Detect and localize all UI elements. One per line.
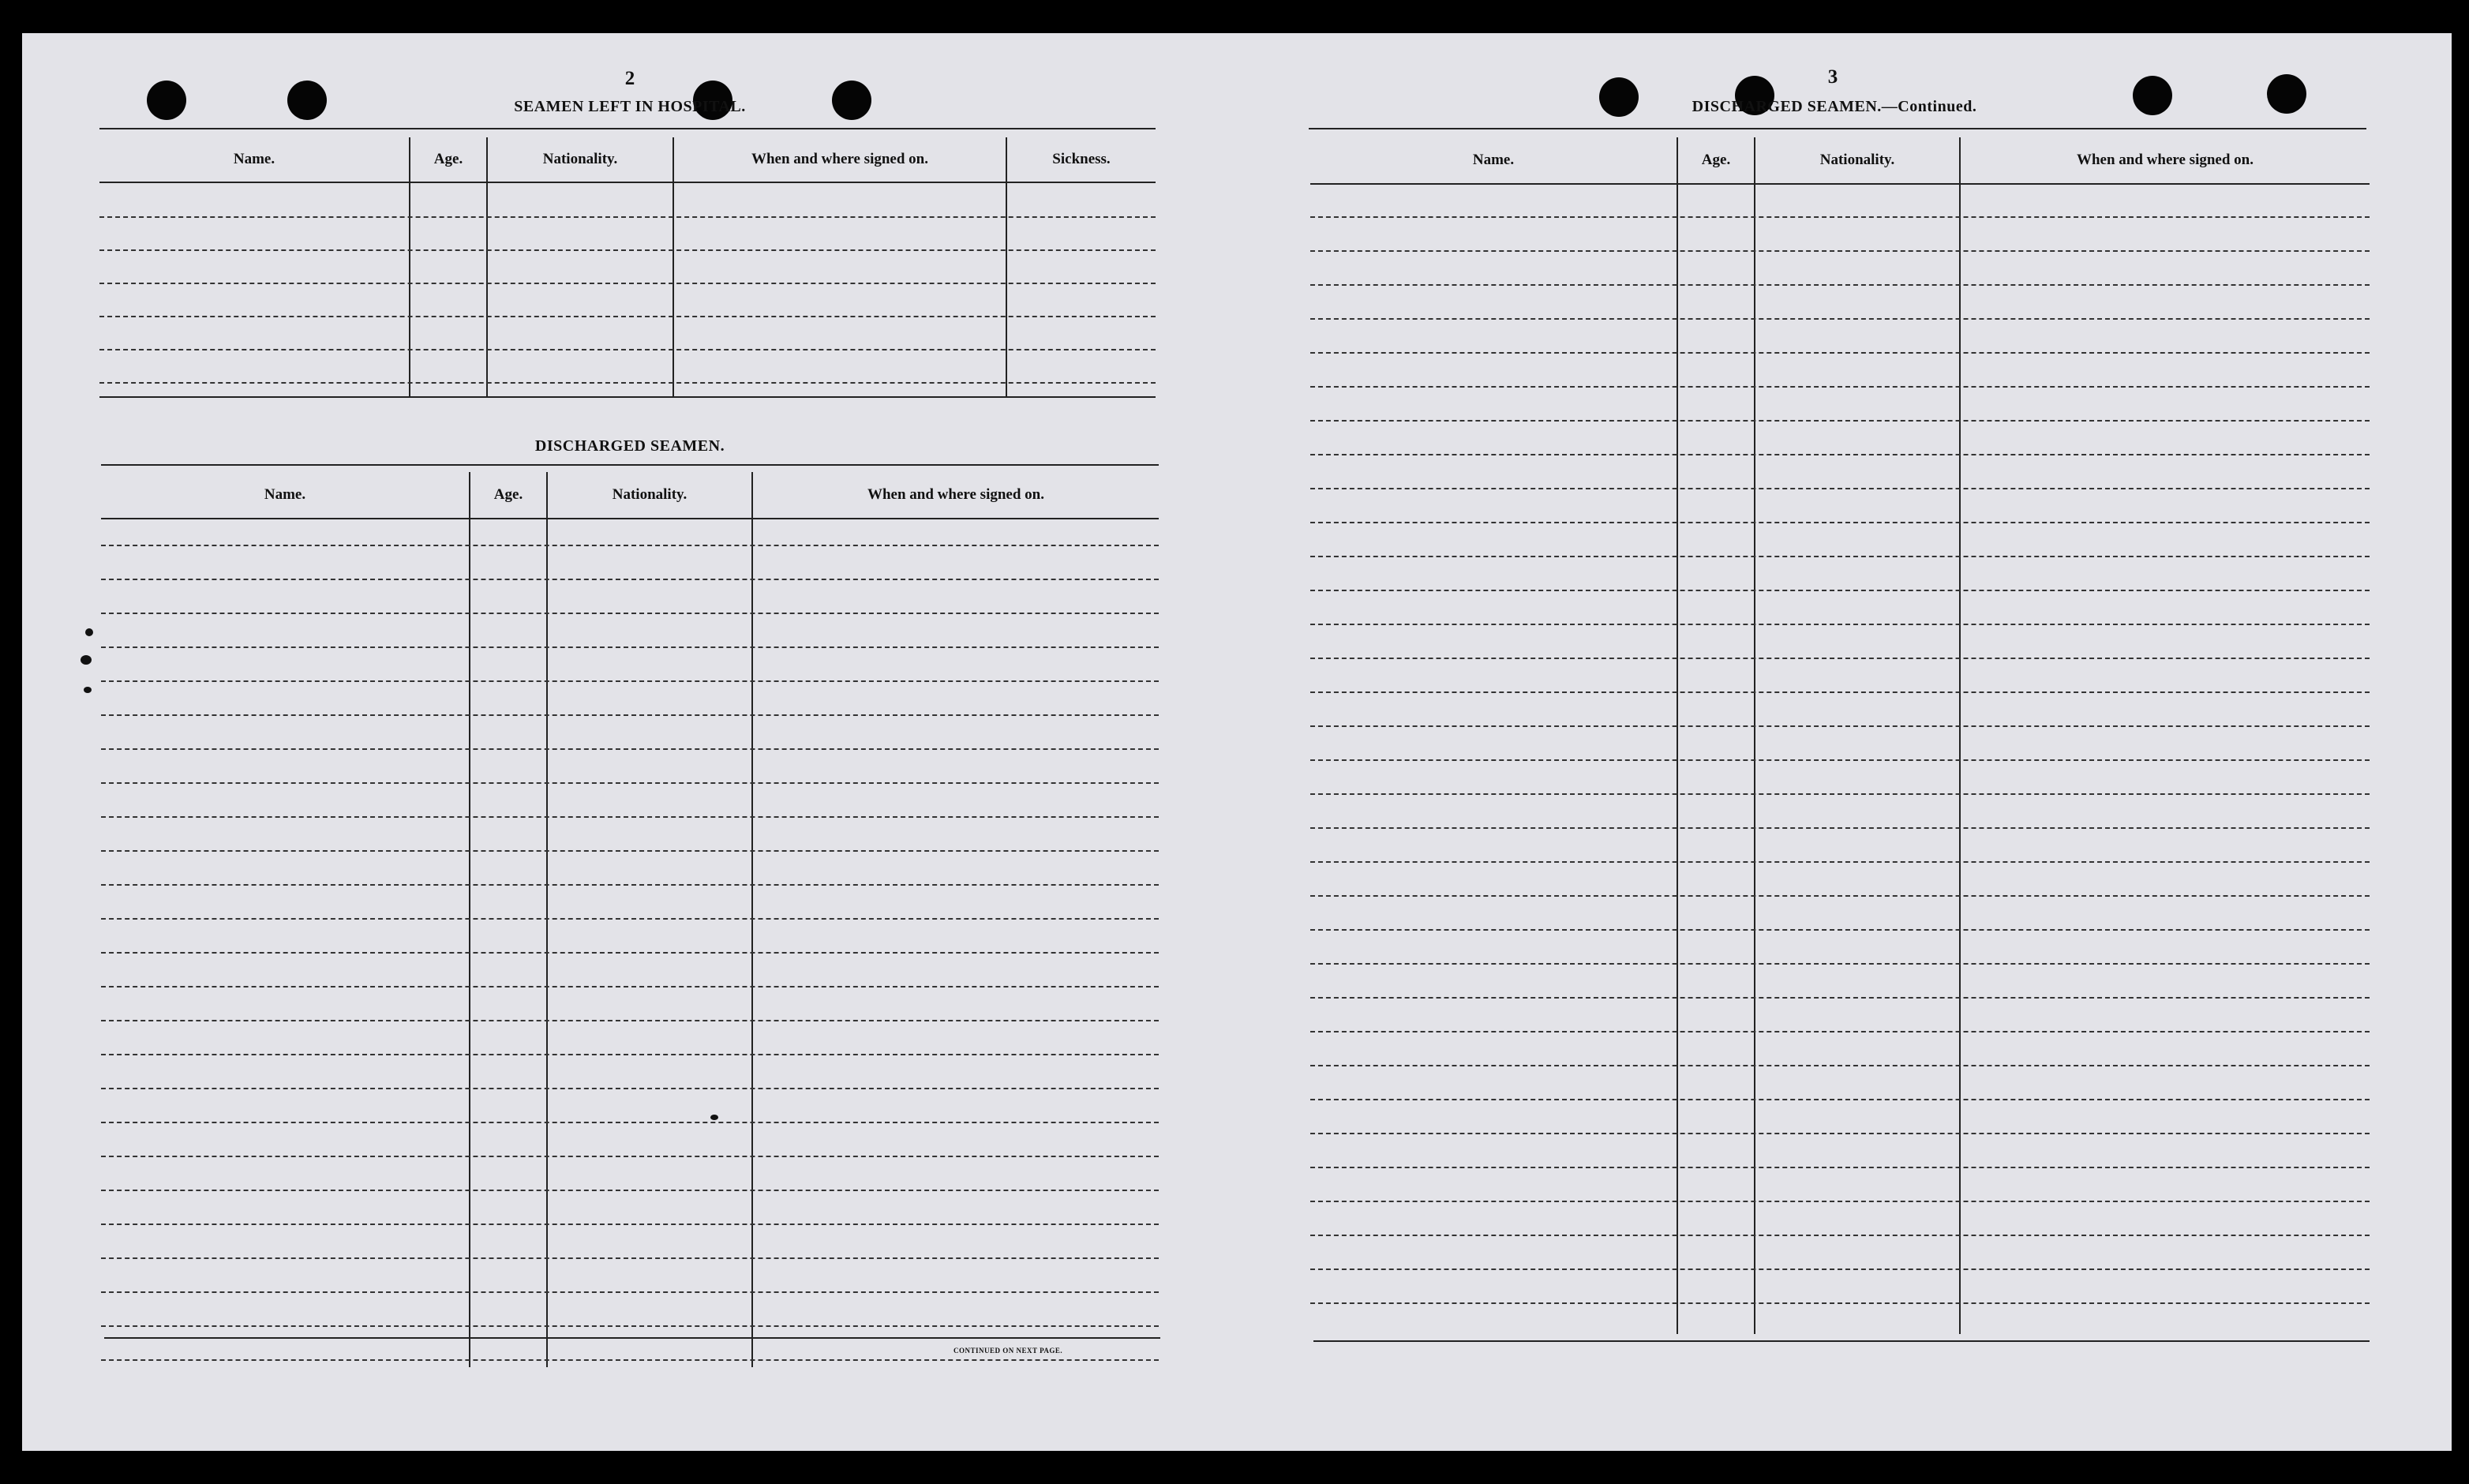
column-divider bbox=[486, 137, 488, 396]
column-divider bbox=[1754, 137, 1755, 1334]
entry-line bbox=[1310, 556, 2370, 557]
entry-line bbox=[101, 986, 1159, 987]
punch-hole bbox=[1599, 77, 1639, 117]
column-divider bbox=[1677, 137, 1678, 1334]
table-header bbox=[101, 472, 1159, 519]
ledger-spread bbox=[22, 33, 2452, 1451]
top-rule-left bbox=[99, 128, 1156, 129]
column-header-signed-on: When and where signed on. bbox=[2076, 152, 2254, 168]
column-divider bbox=[409, 137, 410, 396]
column-divider bbox=[751, 472, 753, 1367]
entry-line bbox=[101, 1122, 1159, 1123]
entry-line bbox=[1310, 488, 2370, 489]
column-header-name: Name. bbox=[1472, 152, 1515, 168]
entry-line bbox=[1310, 454, 2370, 455]
discharged-table-right bbox=[1310, 137, 2370, 1334]
discharged-bottom-rule-left bbox=[104, 1337, 1160, 1339]
hospital-table bbox=[99, 137, 1156, 396]
entry-line bbox=[101, 1190, 1159, 1191]
column-header-nationality: Nationality. bbox=[1819, 152, 1895, 168]
entry-line bbox=[101, 1156, 1159, 1157]
entry-line bbox=[1310, 997, 2370, 999]
column-divider bbox=[546, 472, 548, 1367]
continued-note: CONTINUED ON NEXT PAGE. bbox=[954, 1347, 1063, 1355]
entry-line bbox=[1310, 691, 2370, 693]
entry-line bbox=[101, 952, 1159, 954]
entry-line bbox=[101, 1020, 1159, 1021]
punch-hole bbox=[832, 81, 871, 120]
entry-line bbox=[1310, 318, 2370, 320]
entry-line bbox=[99, 316, 1156, 317]
punch-hole bbox=[2267, 74, 2306, 114]
column-header-age: Age. bbox=[1701, 152, 1731, 168]
entry-line bbox=[99, 283, 1156, 284]
column-header-age: Age. bbox=[493, 486, 523, 503]
entry-line bbox=[99, 349, 1156, 350]
discharged-section-title: DISCHARGED SEAMEN. bbox=[534, 437, 725, 455]
entry-line bbox=[99, 249, 1156, 251]
entry-line bbox=[101, 850, 1159, 852]
entry-line bbox=[1310, 352, 2370, 354]
page-number-left: 2 bbox=[624, 68, 635, 89]
discharged-table-left bbox=[101, 472, 1159, 1367]
entry-line bbox=[1310, 420, 2370, 422]
entry-line bbox=[101, 884, 1159, 886]
page-number-right: 3 bbox=[1827, 66, 1838, 88]
entry-line bbox=[99, 382, 1156, 384]
top-rule-right bbox=[1309, 128, 2366, 129]
column-divider bbox=[1006, 137, 1007, 396]
entry-line bbox=[1310, 590, 2370, 591]
entry-line bbox=[101, 748, 1159, 750]
entry-line bbox=[1310, 216, 2370, 218]
entry-line bbox=[1310, 658, 2370, 659]
entry-line bbox=[101, 545, 1159, 546]
entry-line bbox=[101, 816, 1159, 818]
entry-line bbox=[1310, 1031, 2370, 1032]
entry-line bbox=[1310, 1133, 2370, 1134]
entry-line bbox=[101, 1257, 1159, 1259]
punch-hole bbox=[2133, 76, 2172, 115]
entry-line bbox=[1310, 725, 2370, 727]
entry-line bbox=[1310, 250, 2370, 252]
entry-line bbox=[1310, 624, 2370, 625]
column-header-sickness: Sickness. bbox=[1052, 151, 1111, 167]
column-header-nationality: Nationality. bbox=[612, 486, 687, 503]
entry-line bbox=[1310, 1099, 2370, 1100]
entry-line bbox=[101, 782, 1159, 784]
column-header-name: Name. bbox=[264, 486, 306, 503]
column-header-name: Name. bbox=[233, 151, 275, 167]
column-header-nationality: Nationality. bbox=[542, 151, 618, 167]
entry-line bbox=[1310, 522, 2370, 523]
entry-line bbox=[101, 918, 1159, 920]
entry-line bbox=[1310, 861, 2370, 863]
hospital-bottom-rule bbox=[99, 396, 1156, 398]
entry-line bbox=[1310, 386, 2370, 388]
column-divider bbox=[673, 137, 674, 396]
entry-line bbox=[1310, 1269, 2370, 1270]
hospital-section-title: SEAMEN LEFT IN HOSPITAL. bbox=[514, 98, 746, 115]
entry-line bbox=[99, 216, 1156, 218]
entry-line bbox=[101, 1224, 1159, 1225]
entry-line bbox=[1310, 929, 2370, 931]
entry-line bbox=[1310, 1235, 2370, 1236]
entry-line bbox=[1310, 793, 2370, 795]
column-header-signed-on: When and where signed on. bbox=[751, 151, 928, 167]
table-header bbox=[1310, 137, 2370, 185]
entry-line bbox=[101, 1291, 1159, 1293]
entry-line bbox=[1310, 895, 2370, 897]
entry-line bbox=[1310, 1167, 2370, 1168]
entry-line bbox=[1310, 284, 2370, 286]
entry-line bbox=[101, 680, 1159, 682]
entry-line bbox=[101, 1054, 1159, 1055]
entry-line bbox=[1310, 963, 2370, 965]
entry-line bbox=[1310, 827, 2370, 829]
entry-line bbox=[101, 1088, 1159, 1089]
entry-line bbox=[1310, 759, 2370, 761]
punch-hole bbox=[287, 81, 327, 120]
entry-line bbox=[101, 613, 1159, 614]
punch-hole bbox=[147, 81, 186, 120]
entry-line bbox=[1310, 1065, 2370, 1066]
entry-line bbox=[1310, 1302, 2370, 1304]
entry-line bbox=[101, 579, 1159, 580]
entry-line bbox=[101, 646, 1159, 648]
entry-line bbox=[1310, 1201, 2370, 1202]
entry-line bbox=[101, 714, 1159, 716]
entry-line bbox=[101, 1359, 1159, 1361]
table-header bbox=[99, 137, 1156, 183]
entry-line bbox=[101, 1325, 1159, 1327]
column-divider bbox=[469, 472, 470, 1367]
discharged-top-rule bbox=[101, 464, 1159, 466]
column-header-signed-on: When and where signed on. bbox=[867, 486, 1044, 503]
column-header-age: Age. bbox=[433, 151, 463, 167]
column-divider bbox=[1959, 137, 1961, 1334]
discharged-bottom-rule-right bbox=[1313, 1340, 2370, 1342]
discharged-continued-title: DISCHARGED SEAMEN.—Continued. bbox=[1692, 98, 1977, 115]
